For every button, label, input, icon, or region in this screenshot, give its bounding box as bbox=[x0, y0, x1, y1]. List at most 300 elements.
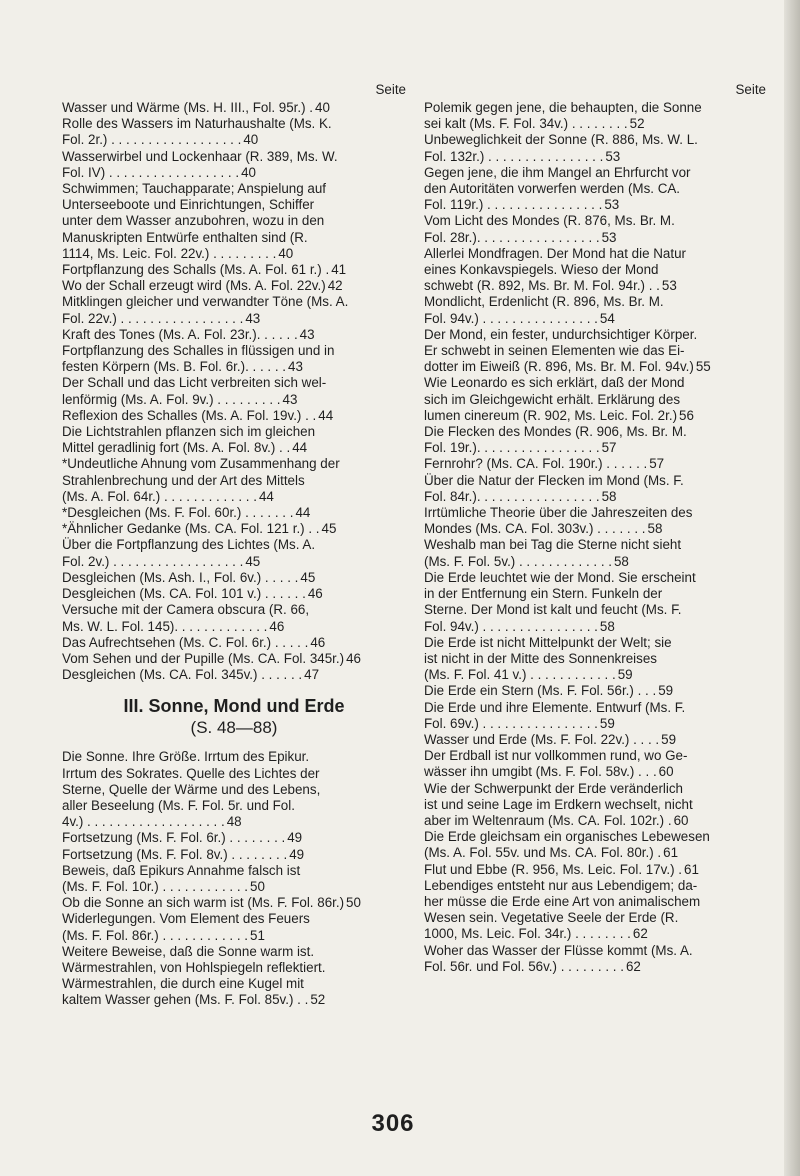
toc-entry bbox=[62, 343, 406, 375]
toc-entry-text: Sterne. Der Mond ist kalt und feucht (Ms. F. bbox=[424, 602, 682, 618]
toc-entry-last-line bbox=[424, 813, 766, 829]
toc-entry-text: Fol. 69v.) . . . . . . . . . . . . . . . . bbox=[424, 715, 598, 731]
toc-entry-line bbox=[424, 570, 766, 586]
toc-entry-text: wässer ihn umgibt (Ms. F. Fol. 58v.) . . . bbox=[424, 764, 657, 780]
toc-entry-line bbox=[424, 375, 766, 391]
toc-entry-text: den Autoritäten vorwerfen werden (Ms. CA. bbox=[424, 181, 681, 197]
toc-entry-last-line bbox=[62, 440, 406, 456]
toc-entry-page: 43 bbox=[288, 359, 303, 375]
toc-entry-text: schwebt (R. 892, Ms. Br. M. Fol. 94r.) . . bbox=[424, 278, 660, 294]
toc-entry-text: Fernrohr? (Ms. CA. Fol. 190r.) . . . . . . bbox=[424, 456, 648, 472]
toc-entry-text: Desgleichen (Ms. CA. Fol. 101 v.) . . . . . . bbox=[62, 586, 306, 602]
toc-entry-last-line bbox=[62, 132, 406, 148]
toc-entry-text: Reflexion des Schalles (Ms. A. Fol. 19v.) . . bbox=[62, 407, 317, 423]
toc-entry bbox=[62, 830, 406, 846]
toc-entry-text: Fol. 28r.). . . . . . . . . . . . . . . . . bbox=[424, 229, 600, 245]
toc-entry-last-line bbox=[62, 814, 406, 830]
toc-entry-text: Die Erde ein Stern (Ms. F. Fol. 56r.) . . . bbox=[424, 683, 657, 699]
toc-entry-text: Flut und Ebbe (R. 956, Ms. Leic. Fol. 17v.) . bbox=[424, 861, 683, 877]
toc-entry-page: 47 bbox=[304, 667, 320, 683]
toc-entry-last-line bbox=[424, 926, 766, 942]
toc-entry-line bbox=[424, 505, 766, 521]
toc-entry-last-line bbox=[424, 959, 766, 975]
toc-entry-text: ist und seine Lage im Erdkern wechselt, nicht bbox=[424, 796, 693, 812]
toc-entry-line bbox=[62, 197, 406, 213]
toc-entry-line bbox=[424, 213, 766, 229]
toc-entry-last-line bbox=[424, 521, 766, 537]
toc-entry-text: Manuskripten Entwürfe enthalten sind (R. bbox=[62, 229, 308, 245]
toc-entry-text: Fortpflanzung des Schalls (Ms. A. Fol. 61 r.) . bbox=[62, 262, 330, 278]
toc-entry-text: (Ms. F. Fol. 86r.) . . . . . . . . . . . . bbox=[62, 927, 249, 943]
toc-entry-last-line bbox=[424, 278, 766, 294]
toc-entry-last-line bbox=[62, 505, 406, 521]
toc-entry bbox=[424, 732, 766, 748]
toc-entry bbox=[424, 100, 766, 132]
toc-entry-text: Die Erde ist nicht Mittelpunkt der Welt; sie bbox=[424, 634, 672, 650]
toc-entry-text: kaltem Wasser gehen (Ms. F. Fol. 85v.) . . bbox=[62, 992, 309, 1008]
toc-entry-page: 40 bbox=[315, 100, 330, 115]
toc-entry bbox=[62, 537, 406, 569]
toc-entry-line bbox=[424, 100, 766, 116]
toc-entry-text: Wärmestrahlen, von Hohlspiegeln reflektiert. bbox=[62, 959, 326, 975]
toc-entry-page: 52 bbox=[310, 992, 326, 1008]
toc-entry-line bbox=[62, 976, 406, 992]
toc-entry-page: 59 bbox=[661, 731, 677, 747]
toc-entry-text: Irrtum des Sokrates. Quelle des Lichtes der bbox=[62, 765, 320, 781]
toc-entry-line bbox=[62, 456, 406, 472]
toc-entry-last-line bbox=[424, 554, 766, 570]
toc-entry bbox=[424, 375, 766, 424]
toc-entry bbox=[62, 911, 406, 943]
toc-entry-line bbox=[62, 294, 406, 310]
toc-entry-last-line bbox=[62, 992, 406, 1008]
page-number: 306 bbox=[371, 1110, 415, 1137]
toc-entry-text: Über die Fortpflanzung des Lichtes (Ms. A. bbox=[62, 537, 316, 553]
toc-entry bbox=[62, 100, 406, 116]
toc-entry-text: Sterne, Quelle der Wärme und des Lebens, bbox=[62, 781, 321, 797]
toc-entry-last-line bbox=[424, 440, 766, 456]
toc-entry bbox=[62, 863, 406, 895]
toc-entry-text: Schwimmen; Tauchapparate; Anspielung auf bbox=[62, 181, 327, 197]
toc-entry bbox=[62, 667, 406, 683]
toc-entry-page: 54 bbox=[599, 310, 615, 326]
toc-entry-text: Irrtümliche Theorie über die Jahreszeiten des bbox=[424, 505, 693, 521]
toc-entry-line bbox=[424, 246, 766, 262]
toc-entry-text: Die Lichtstrahlen pflanzen sich im gleichen bbox=[62, 424, 316, 440]
toc-entry-text: Fol. 94v.) . . . . . . . . . . . . . . . . bbox=[424, 310, 598, 326]
toc-entry bbox=[62, 375, 406, 407]
toc-entry-page: 46 bbox=[346, 650, 361, 666]
toc-entry-line bbox=[424, 943, 766, 959]
toc-entry-page: 46 bbox=[269, 618, 285, 634]
toc-entry-text: Desgleichen (Ms. Ash. I., Fol. 6v.) . . . . . bbox=[62, 569, 299, 585]
toc-entry-line bbox=[62, 116, 406, 132]
toc-entry-page: 45 bbox=[300, 569, 316, 585]
toc-entry-text: Mondlicht, Erdenlicht (R. 896, Ms. Br. M. bbox=[424, 294, 664, 310]
toc-entry-text: (Ms. F. Fol. 41 v.) . . . . . . . . . . . . bbox=[424, 667, 616, 683]
toc-entry-page: 43 bbox=[299, 326, 315, 342]
toc-entry-last-line bbox=[62, 895, 406, 911]
toc-entry-line bbox=[424, 635, 766, 651]
toc-entry-page: 59 bbox=[658, 683, 674, 699]
toc-entry bbox=[62, 586, 406, 602]
toc-entry-line bbox=[424, 781, 766, 797]
toc-entry-text: Ms. W. L. Fol. 145). . . . . . . . . . . . . bbox=[62, 618, 268, 634]
toc-entry-line bbox=[424, 392, 766, 408]
toc-entry-last-line bbox=[424, 683, 766, 699]
toc-entry-page: 49 bbox=[289, 846, 305, 862]
toc-entry-last-line bbox=[424, 116, 766, 132]
toc-entry-text: *Undeutliche Ahnung vom Zusammenhang der bbox=[62, 456, 340, 472]
toc-entry-last-line bbox=[62, 100, 406, 116]
toc-entry-text: Fol. 56r. und Fol. 56v.) . . . . . . . . . bbox=[424, 958, 624, 974]
toc-entry-page: 44 bbox=[292, 440, 308, 456]
toc-entry-text: Mondes (Ms. CA. Fol. 303v.) . . . . . . . bbox=[424, 521, 646, 537]
toc-entry bbox=[62, 749, 406, 830]
toc-entry-page: 45 bbox=[245, 553, 261, 569]
toc-entry-page: 58 bbox=[647, 521, 663, 537]
toc-entry-last-line bbox=[424, 862, 766, 878]
toc-entry-page: 52 bbox=[629, 116, 645, 132]
toc-entry-text: Der Mond, ein fester, undurchsichtiger Körper. bbox=[424, 326, 698, 342]
toc-entry-line bbox=[424, 181, 766, 197]
toc-entry bbox=[62, 408, 406, 424]
toc-entry-page: 62 bbox=[632, 926, 648, 942]
toc-entry-last-line bbox=[62, 278, 406, 294]
toc-entry-text: Vom Sehen und der Pupille (Ms. CA. Fol. 345r.) bbox=[62, 650, 345, 666]
toc-entry bbox=[424, 165, 766, 214]
toc-entry-text: (Ms. A. Fol. 64r.) . . . . . . . . . . . . . bbox=[62, 488, 257, 504]
toc-entry bbox=[62, 116, 406, 148]
toc-entry bbox=[62, 651, 406, 667]
toc-entry-last-line bbox=[62, 489, 406, 505]
toc-entry-text: Die Flecken des Mondes (R. 906, Ms. Br. M. bbox=[424, 424, 687, 440]
toc-entry-text: Vom Licht des Mondes (R. 876, Ms. Br. M. bbox=[424, 213, 675, 229]
toc-column-left bbox=[62, 82, 406, 1009]
toc-entry-line bbox=[424, 262, 766, 278]
toc-entry-line bbox=[62, 960, 406, 976]
toc-entry-last-line bbox=[62, 570, 406, 586]
section-page-range: (S. 48—88) bbox=[190, 718, 278, 738]
toc-entries-right bbox=[424, 100, 766, 975]
toc-entry-line bbox=[424, 537, 766, 553]
toc-entry-text: Die Erde gleichsam ein organisches Lebewesen bbox=[424, 829, 710, 845]
toc-entry-last-line bbox=[424, 456, 766, 472]
toc-entry-page: 60 bbox=[673, 812, 689, 828]
toc-entry-line bbox=[424, 651, 766, 667]
toc-entry-text: Kraft des Tones (Ms. A. Fol. 23r.). . . . . . bbox=[62, 326, 298, 342]
toc-entry-line bbox=[62, 473, 406, 489]
toc-entry-line bbox=[62, 602, 406, 618]
toc-entry-line bbox=[62, 375, 406, 391]
toc-entry-page: 46 bbox=[307, 586, 323, 602]
toc-entry-text: Fol. 19r.). . . . . . . . . . . . . . . . . bbox=[424, 440, 600, 456]
toc-entry-text: Widerlegungen. Vom Element des Feuers bbox=[62, 911, 310, 927]
toc-entry-last-line bbox=[424, 667, 766, 683]
toc-entry-text: Wie Leonardo es sich erklärt, daß der Mond bbox=[424, 375, 685, 391]
toc-entry bbox=[424, 683, 766, 699]
toc-entry bbox=[62, 847, 406, 863]
toc-entry-line bbox=[62, 181, 406, 197]
toc-entry-text: Weshalb man bei Tag die Sterne nicht sieht bbox=[424, 537, 682, 553]
section-heading bbox=[62, 695, 406, 739]
toc-entry-line bbox=[424, 165, 766, 181]
toc-entry bbox=[424, 878, 766, 943]
toc-entry-text: 1114, Ms. Leic. Fol. 22v.) . . . . . . . . . bbox=[62, 245, 277, 261]
toc-entry-text: Unbeweglichkeit der Sonne (R. 886, Ms. W. L. bbox=[424, 132, 698, 148]
toc-entry-page: 51 bbox=[250, 927, 265, 943]
toc-entry-page: 57 bbox=[601, 440, 617, 456]
toc-entry bbox=[424, 213, 766, 245]
toc-entry-line bbox=[62, 944, 406, 960]
seite-header-left: Seite bbox=[375, 82, 406, 97]
toc-entry-text: sich im Gleichgewicht erhält. Erklärung des bbox=[424, 391, 681, 407]
toc-entry-text: Mitklingen gleicher und verwandter Töne (Ms. A. bbox=[62, 294, 349, 310]
toc-entry-page: 62 bbox=[625, 958, 641, 974]
toc-entry-text: Weitere Beweise, daß die Sonne warm ist. bbox=[62, 943, 315, 959]
toc-entry-page: 49 bbox=[287, 830, 303, 846]
toc-entry-text: festen Körpern (Ms. B. Fol. 6r.). . . . . . bbox=[62, 359, 286, 375]
toc-entry-text: *Ähnlicher Gedanke (Ms. CA. Fol. 121 r.) . . bbox=[62, 521, 320, 537]
toc-entry-page: 58 bbox=[601, 488, 617, 504]
toc-entry-line bbox=[62, 149, 406, 165]
toc-entry-last-line bbox=[62, 651, 406, 667]
toc-entry bbox=[62, 570, 406, 586]
toc-entry-text: Fol. 84r.). . . . . . . . . . . . . . . . . bbox=[424, 488, 600, 504]
toc-entry-text: aller Beseelung (Ms. F. Fol. 5r. und Fol. bbox=[62, 797, 295, 813]
toc-entry-text: Die Erde und ihre Elemente. Entwurf (Ms. F. bbox=[424, 699, 686, 715]
toc-entry-text: 1000, Ms. Leic. Fol. 34r.) . . . . . . . . bbox=[424, 926, 631, 942]
toc-entry-text: Ob die Sonne an sich warm ist (Ms. F. Fol. 86r.) bbox=[62, 895, 345, 911]
toc-entry-text: Desgleichen (Ms. CA. Fol. 345v.) . . . . . . bbox=[62, 667, 303, 683]
toc-entry bbox=[424, 635, 766, 684]
toc-entry-text: Wo der Schall erzeugt wird (Ms. A. Fol. 22v.) bbox=[62, 278, 326, 294]
toc-entry-line bbox=[62, 782, 406, 798]
toc-entry-line bbox=[424, 586, 766, 602]
toc-entry-text: Über die Natur der Flecken im Mond (Ms. F. bbox=[424, 472, 684, 488]
toc-entry-line bbox=[62, 424, 406, 440]
toc-entry bbox=[62, 505, 406, 521]
toc-entry-page: 40 bbox=[241, 164, 256, 180]
toc-entry-text: Polemik gegen jene, die behaupten, die Sonne bbox=[424, 100, 702, 115]
toc-entry-page: 55 bbox=[695, 359, 711, 375]
toc-entry-line bbox=[424, 878, 766, 894]
toc-entry-text: (Ms. F. Fol. 10r.) . . . . . . . . . . . . bbox=[62, 878, 249, 894]
toc-entry-last-line bbox=[62, 635, 406, 651]
toc-entry bbox=[62, 944, 406, 1009]
toc-entry-text: Mittel geradlinig fort (Ms. A. Fol. 8v.) . . bbox=[62, 440, 291, 456]
toc-entry-last-line bbox=[424, 230, 766, 246]
toc-entry-page: 59 bbox=[617, 667, 633, 683]
toc-entries-left bbox=[62, 100, 406, 683]
toc-entry-line bbox=[424, 132, 766, 148]
toc-entry bbox=[62, 456, 406, 505]
toc-entry-text: (Ms. A. Fol. 55v. und Ms. CA. Fol. 80r.) . bbox=[424, 845, 662, 861]
toc-entry-last-line bbox=[62, 311, 406, 327]
toc-entry-last-line bbox=[424, 619, 766, 635]
toc-entry-page: 56 bbox=[679, 407, 694, 423]
toc-entry bbox=[62, 521, 406, 537]
toc-entry-page: 50 bbox=[346, 895, 361, 911]
toc-entry-page: 44 bbox=[295, 505, 311, 521]
toc-entry-last-line bbox=[424, 311, 766, 327]
toc-entry-line bbox=[424, 910, 766, 926]
toc-entry bbox=[424, 829, 766, 861]
toc-entry-text: Allerlei Mondfragen. Der Mond hat die Natur bbox=[424, 245, 686, 261]
toc-entry bbox=[424, 456, 766, 472]
toc-entry-line bbox=[62, 213, 406, 229]
toc-entry-text: Fol. 94v.) . . . . . . . . . . . . . . . . bbox=[424, 618, 598, 634]
toc-entry-last-line bbox=[62, 847, 406, 863]
toc-entry-text: her müsse die Erde eine Art von animalischem bbox=[424, 893, 701, 909]
toc-entry-last-line bbox=[62, 165, 406, 181]
toc-entry bbox=[62, 327, 406, 343]
toc-entry-text: lumen cinereum (R. 902, Ms. Leic. Fol. 2r.) bbox=[424, 407, 678, 423]
toc-entry-last-line bbox=[424, 716, 766, 732]
toc-entry-text: Fol. 132r.) . . . . . . . . . . . . . . . . bbox=[424, 148, 604, 164]
toc-entry bbox=[424, 781, 766, 830]
toc-entry-line bbox=[424, 343, 766, 359]
toc-entry-text: Das Aufrechtsehen (Ms. C. Fol. 6r.) . . . . . bbox=[62, 634, 309, 650]
toc-entry-text: ist nicht in der Mitte des Sonnenkreises bbox=[424, 650, 657, 666]
toc-entry-page: 44 bbox=[318, 407, 334, 423]
toc-entry-text: Rolle des Wassers im Naturhaushalte (Ms. K. bbox=[62, 116, 332, 132]
toc-entry-line bbox=[62, 537, 406, 553]
toc-entry bbox=[62, 181, 406, 262]
toc-entry-text: Wesen sein. Vegetative Seele der Erde (R. bbox=[424, 910, 679, 926]
toc-entry-last-line bbox=[62, 521, 406, 537]
toc-entry-last-line bbox=[62, 554, 406, 570]
toc-entry-last-line bbox=[62, 262, 406, 278]
toc-entry-line bbox=[62, 911, 406, 927]
toc-entry-last-line bbox=[62, 359, 406, 375]
toc-entry-text: Wie der Schwerpunkt der Erde veränderlich bbox=[424, 780, 684, 796]
section-title: III. Sonne, Mond und Erde bbox=[123, 696, 345, 717]
toc-entry-text: Fol. 2r.) . . . . . . . . . . . . . . . . . . bbox=[62, 132, 242, 148]
toc-entry-page: 53 bbox=[601, 229, 617, 245]
toc-entry bbox=[62, 149, 406, 181]
toc-entry bbox=[424, 132, 766, 164]
toc-entry bbox=[424, 537, 766, 569]
toc-entry-page: 61 bbox=[663, 845, 679, 861]
toc-entry-page: 58 bbox=[613, 553, 629, 569]
toc-entry-text: unter dem Wasser anzubohren, wozu in den bbox=[62, 213, 325, 229]
toc-entry-page: 45 bbox=[321, 521, 337, 537]
toc-entry bbox=[424, 700, 766, 732]
toc-entry bbox=[62, 294, 406, 326]
toc-entry-line bbox=[62, 343, 406, 359]
toc-entry-page: 40 bbox=[278, 245, 294, 261]
page-edge-shadow bbox=[784, 0, 800, 1176]
toc-entry-page: 43 bbox=[282, 391, 298, 407]
toc-entry-page: 43 bbox=[245, 310, 261, 326]
toc-entry-page: 40 bbox=[243, 132, 259, 148]
toc-entry-line bbox=[424, 327, 766, 343]
toc-entry-text: Wärmestrahlen, die durch eine Kugel mit bbox=[62, 976, 304, 992]
toc-entry-page: 44 bbox=[258, 488, 274, 504]
toc-column-right bbox=[424, 82, 766, 975]
toc-entry bbox=[424, 246, 766, 295]
toc-entry bbox=[424, 424, 766, 456]
toc-entry-last-line bbox=[62, 619, 406, 635]
toc-entry-last-line bbox=[424, 845, 766, 861]
toc-entry-last-line bbox=[424, 764, 766, 780]
toc-entry-page: 58 bbox=[599, 618, 615, 634]
toc-entry-text: Fol. 2v.) . . . . . . . . . . . . . . . . . . bbox=[62, 553, 244, 569]
toc-entry-text: dotter im Eiweiß (R. 896, Ms. Br. M. Fol. 94v.) bbox=[424, 359, 694, 375]
toc-entry-last-line bbox=[424, 197, 766, 213]
toc-entry bbox=[62, 635, 406, 651]
toc-entry bbox=[424, 862, 766, 878]
toc-entry-last-line bbox=[424, 489, 766, 505]
toc-entry-text: in der Entfernung ein Stern. Funkeln der bbox=[424, 586, 663, 602]
toc-entry-line bbox=[424, 829, 766, 845]
toc-entry-text: sei kalt (Ms. F. Fol. 34v.) . . . . . . . . bbox=[424, 116, 628, 132]
toc-entry-text: Der Schall und das Licht verbreiten sich wel- bbox=[62, 375, 327, 391]
toc-entry-line bbox=[424, 894, 766, 910]
toc-entry-text: Beweis, daß Epikurs Annahme falsch ist bbox=[62, 862, 301, 878]
toc-entry-page: 59 bbox=[599, 715, 615, 731]
toc-entry-text: Die Erde leuchtet wie der Mond. Sie erscheint bbox=[424, 569, 696, 585]
toc-entry-text: Wasser und Wärme (Ms. H. III., Fol. 95r.) . bbox=[62, 100, 313, 115]
toc-entry-text: Fortsetzung (Ms. F. Fol. 8v.) . . . . . . . . bbox=[62, 846, 288, 862]
toc-entry-line bbox=[62, 749, 406, 765]
toc-entry-last-line bbox=[62, 879, 406, 895]
toc-entry-line bbox=[62, 766, 406, 782]
seite-header-right: Seite bbox=[735, 82, 766, 97]
toc-entry-text: aber im Weltenraum (Ms. CA. Fol. 102r.) . bbox=[424, 812, 672, 828]
toc-entry bbox=[424, 570, 766, 635]
toc-entry-text: eines Konkavspiegels. Wieso der Mond bbox=[424, 262, 659, 278]
toc-entry-page: 53 bbox=[605, 148, 621, 164]
toc-entry bbox=[424, 505, 766, 537]
toc-entry-text: Fol. 22v.) . . . . . . . . . . . . . . . . . bbox=[62, 310, 244, 326]
toc-entry-text: Versuche mit der Camera obscura (R. 66, bbox=[62, 602, 310, 618]
toc-entry-page: 46 bbox=[310, 634, 326, 650]
toc-entry-text: Wasser und Erde (Ms. F. Fol. 22v.) . . . . bbox=[424, 731, 660, 747]
toc-entry-page: 57 bbox=[649, 456, 665, 472]
toc-entry-text: Woher das Wasser der Flüsse kommt (Ms. A. bbox=[424, 942, 693, 958]
toc-entry-text: Der Erdball ist nur vollkommen rund, wo Ge- bbox=[424, 748, 688, 764]
toc-entry-text: Fortpflanzung des Schalles in flüssigen und in bbox=[62, 343, 335, 359]
toc-entry-text: Strahlenbrechung und der Art des Mittels bbox=[62, 472, 305, 488]
toc-entry-last-line bbox=[424, 732, 766, 748]
toc-entry-page: 48 bbox=[226, 814, 242, 830]
toc-entry bbox=[424, 327, 766, 376]
toc-entry-line bbox=[62, 798, 406, 814]
toc-entry-last-line bbox=[62, 408, 406, 424]
toc-entry-text: lenförmig (Ms. A. Fol. 9v.) . . . . . . . . . bbox=[62, 391, 281, 407]
toc-entry-line bbox=[62, 863, 406, 879]
toc-entry-last-line bbox=[62, 392, 406, 408]
toc-entry bbox=[62, 602, 406, 634]
toc-entry bbox=[424, 748, 766, 780]
toc-entry-text: Lebendiges entsteht nur aus Lebendigem; da- bbox=[424, 877, 698, 893]
toc-entry-text: Fol. 119r.) . . . . . . . . . . . . . . . . bbox=[424, 197, 603, 213]
toc-entry-line bbox=[424, 748, 766, 764]
toc-entry bbox=[424, 294, 766, 326]
toc-entry-last-line bbox=[62, 246, 406, 262]
toc-entry-last-line bbox=[62, 667, 406, 683]
toc-entry bbox=[62, 895, 406, 911]
toc-entry-text: 4v.) . . . . . . . . . . . . . . . . . . . bbox=[62, 814, 225, 830]
toc-entry bbox=[62, 262, 406, 278]
toc-entry bbox=[424, 943, 766, 975]
toc-entry-page: 61 bbox=[684, 861, 699, 877]
toc-entry-last-line bbox=[62, 928, 406, 944]
toc-entry-text: Fortsetzung (Ms. F. Fol. 6r.) . . . . . . . . bbox=[62, 830, 286, 846]
toc-entry-text: Unterseeboote und Einrichtungen, Schiffer bbox=[62, 197, 315, 213]
